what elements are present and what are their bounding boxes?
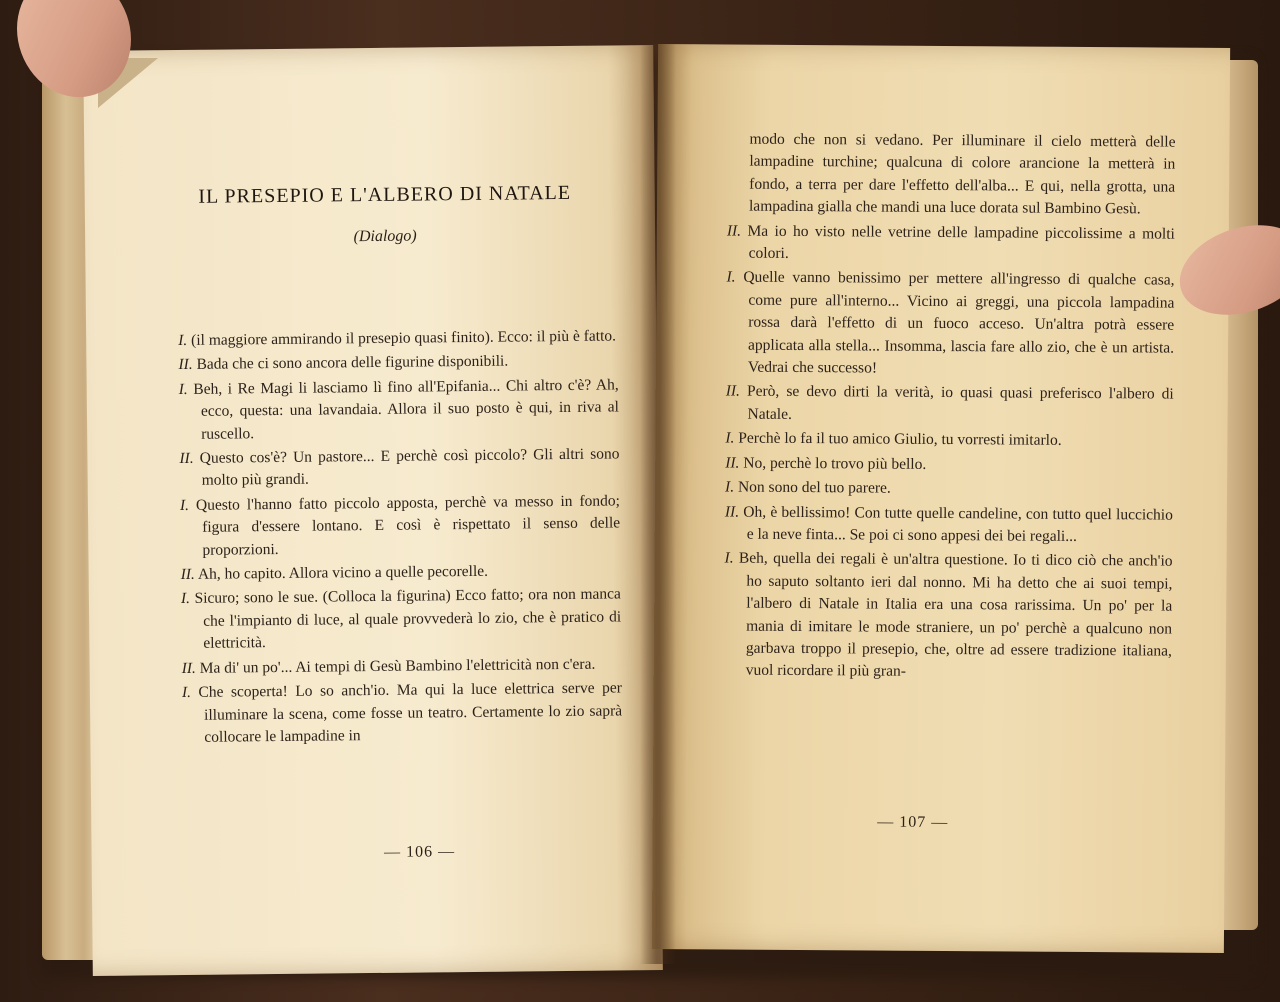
dialogue-text: Bada che ci sono ancora delle figurine disponibili.: [196, 352, 509, 374]
speaker-label: I.: [724, 549, 734, 567]
dialogue-line: [179, 374, 620, 446]
left-page-text: [178, 325, 622, 751]
dialogue-text: Perchè lo fa il tuo amico Giulio, tu vorresti imitarlo.: [738, 429, 1062, 450]
left-page: [83, 45, 663, 976]
dialogue-line: [725, 501, 1173, 549]
dialogue-line: [178, 325, 618, 352]
dialogue-text: Ma di' un po'... Ai tempi di Gesù Bambino l'elettricità non c'era.: [199, 655, 596, 677]
dialogue-text: Beh, i Re Magi li lasciamo lì fino all'Epifania... Chi altro c'è? Ah, ecco, questa: una lavandaia. Allora il suo posto è qui, in riva al ruscello.: [193, 376, 620, 443]
dialogue-text: Ma io ho visto nelle vetrine delle lampadine piccolissime a molti colori.: [747, 222, 1175, 262]
dialogue-line: [724, 548, 1173, 686]
dialogue-line: [179, 443, 619, 492]
dialogue-text: (il maggiore ammirando il presepio quasi finito). Ecco: il più è fatto.: [191, 327, 617, 349]
speaker-label: II.: [181, 659, 196, 677]
dialogue-line: [180, 490, 621, 562]
speaker-label: II.: [178, 356, 193, 374]
speaker-label: II.: [726, 222, 742, 240]
dialogue-line: [726, 267, 1175, 382]
book-gutter: [640, 44, 676, 964]
dialogue-text: Però, se devo dirti la verità, io quasi quasi preferisco l'albero di Natale.: [746, 383, 1174, 423]
dialogue-text: Beh, quella dei regali è un'altra questione. Io ti dico ciò che anch'io ho saputo soltanto ieri dal nonno. Mi ha detto che ai suoi tempi, l'albero di Natale in Italia era una cosa rarissima. Un po' per la mania di imitare le mode straniere, un po' perchè a qualcuno non garbava troppo il presepio, che, oltre ad essere tradizione italiana, vuol ricordare il più gran-: [738, 549, 1173, 681]
dialogue-line: [725, 452, 1173, 478]
dialogue-text: Oh, è bellissimo! Con tutte quelle candeline, con tutto quel luccichio e la neve finta... Se poi ci sono appesi dei bei regali...: [743, 503, 1173, 545]
dialogue-text: Che scoperta! Lo so anch'io. Ma qui la luce elettrica serve per illuminare la scena, come fosse un teatro. Certamente lo zio saprà collocare le lampadine in: [198, 679, 623, 746]
speaker-label: I.: [726, 268, 736, 286]
dialogue-text: Sicuro; sono le sue. (Colloca la figurina) Ecco fatto; ora non manca che l'impianto di luce, al quale provvederà lo zio, che è pratico di elettricità.: [194, 585, 622, 653]
continuation-text: modo che non si vedano. Per illuminare il cielo metterà delle lampadine turchine; qualcuna di colore arancione la metterà in fondo, a terra per dare l'effetto dell'alba... E qui, nella grotta, una lampadina gialla che mandi una luce dorata sul Bambino Gesù.: [748, 130, 1176, 218]
speaker-label: II.: [725, 454, 740, 472]
speaker-label: II.: [179, 449, 194, 468]
speaker-label: I.: [180, 590, 191, 608]
chapter-title: IL PRESEPIO E L'ALBERO DI NATALE: [198, 181, 572, 208]
speaker-label: I.: [178, 380, 188, 398]
dialogue-text: Non sono del tuo parere.: [737, 478, 891, 497]
speaker-label: I.: [181, 684, 192, 702]
right-page: [652, 44, 1230, 953]
dialogue-line: [181, 584, 622, 656]
dialogue-text: No, perchè lo trovo più bello.: [743, 454, 927, 473]
chapter-subtitle: (Dialogo): [353, 227, 417, 246]
speaker-label: II.: [724, 502, 740, 521]
page-number-right: — 107 —: [877, 813, 949, 832]
dialogue-text: Ah, ho capito. Allora vicino a quelle pecorelle.: [197, 562, 489, 583]
dialogue-line: [726, 381, 1174, 429]
dialogue-line: [725, 428, 1173, 454]
speaker-label: II.: [725, 382, 741, 401]
dialogue-text: Questo l'hanno fatto piccolo apposta, perchè va messo in fondo; figura d'essere lontano. E così è rispettato il senso delle proporzioni.: [195, 492, 621, 559]
dialogue-line: [182, 677, 623, 749]
dialogue-line: [178, 350, 618, 377]
right-page-text: [724, 129, 1176, 688]
dialogue-text: Quelle vanno benissimo per mettere all'ingresso di qualche casa, come pure all'interno... Vicino ai greggi, una piccola lampadina rossa darà l'effetto di un fuoco acceso. Un'altra potrà essere applicata alla stella... Insomma, lascia fare allo zio, che è un artista. Vedrai che successo!: [743, 269, 1175, 377]
dialogue-text: Questo cos'è? Un pastore... E perchè così piccolo? Gli altri sono molto più grandi.: [199, 445, 620, 490]
page-number-left: — 106 —: [383, 843, 456, 861]
speaker-label: I.: [725, 429, 735, 447]
dialogue-line: [727, 220, 1175, 268]
speaker-label: I.: [179, 496, 190, 514]
speaker-label: I.: [178, 331, 188, 350]
speaker-label: II.: [180, 565, 195, 584]
dialogue-line: [181, 559, 621, 586]
speaker-label: I.: [725, 478, 735, 496]
dialogue-line: [182, 653, 622, 680]
dialogue-line: [725, 477, 1173, 503]
